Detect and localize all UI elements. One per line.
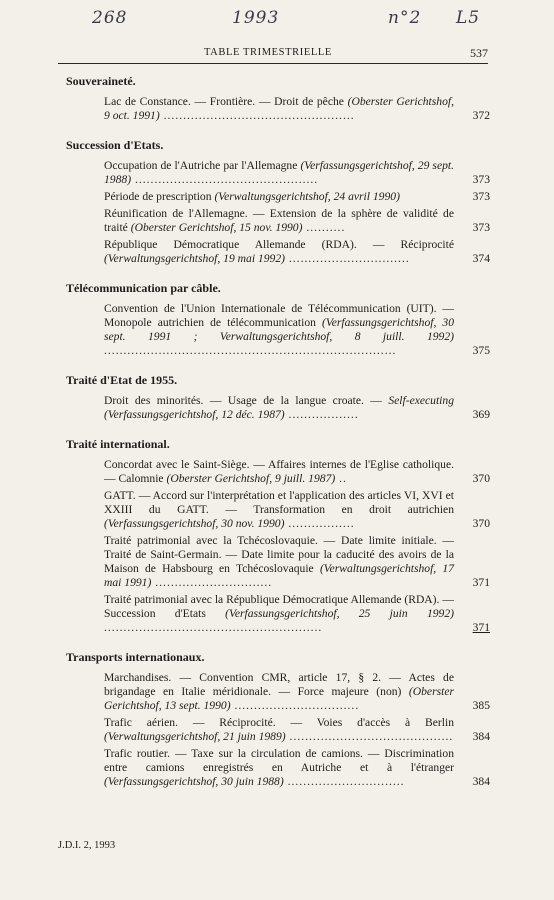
index-entry xyxy=(66,534,490,590)
entry-text xyxy=(104,534,454,590)
entry-description: Occupation de l'Autriche par l'Allemagne xyxy=(104,159,298,172)
entry-page-number: 373 xyxy=(472,173,490,186)
entry-citation: (Oberster Gerichtshof, 9 oct. 1991) xyxy=(104,95,454,122)
entry-page-number: 371 xyxy=(472,621,490,634)
index-entry xyxy=(66,159,490,187)
index-entry xyxy=(66,238,490,266)
entry-text xyxy=(104,302,454,358)
entry-citation: (Verwaltungsgerichtshof, 24 avril 1990) xyxy=(214,190,400,203)
dot-leader: .. xyxy=(335,472,347,485)
header-title: TABLE TRIMESTRIELLE xyxy=(204,47,332,58)
entry-text xyxy=(104,716,454,744)
dot-leader: .......................................... xyxy=(285,730,454,743)
entry-page-number: 374 xyxy=(472,252,490,265)
index-section xyxy=(66,138,490,266)
entry-text xyxy=(104,671,454,713)
entry-description: Traité patrimonial avec la Tchécoslovaquie. — Date limite initiale. — Traité de Saint-Germain. — Date limite pour la caducité des avoirs de la Maison de Habsbourg en Tchécoslovaquie xyxy=(104,534,454,575)
index-section xyxy=(66,373,490,422)
entry-description: Marchandises. — Convention CMR, article 17, § 2. — Actes de brigandage en Italie méridionale. — Force majeure (non) xyxy=(104,671,454,698)
index-entry xyxy=(66,747,490,789)
running-header xyxy=(58,46,488,64)
handwritten-note-year: 1993 xyxy=(232,8,280,28)
entry-text xyxy=(104,159,454,187)
index-entry xyxy=(66,458,490,486)
entry-text xyxy=(104,747,454,789)
footer-citation: J.D.I. 2, 1993 xyxy=(58,840,116,851)
section-title: Transports internationaux. xyxy=(66,650,205,664)
entry-citation: (Verwaltungsgerichtshof, 19 mai 1992) xyxy=(104,252,285,265)
handwritten-note-initials: L5 xyxy=(456,8,481,28)
entry-text xyxy=(104,593,454,635)
entry-page-number: 373 xyxy=(472,190,490,203)
handwritten-note-left: 268 xyxy=(92,8,128,28)
entry-description: Trafic aérien. — Réciprocité. — Voies d'accès à Berlin xyxy=(104,716,454,729)
entry-description: Concordat avec le Saint-Siège. — Affaires internes de l'Eglise catholique. — Calomnie xyxy=(104,458,454,485)
handwritten-note-number: n°2 xyxy=(388,8,422,28)
index-entry xyxy=(66,207,490,235)
entry-description: Lac de Constance. — Frontière. — Droit de pêche xyxy=(104,95,344,108)
entry-description: Période de prescription xyxy=(104,190,212,203)
dot-leader: .............................. xyxy=(151,576,273,589)
section-title: Souveraineté. xyxy=(66,74,136,88)
section-title: Télécommunication par câble. xyxy=(66,281,221,295)
index-entry xyxy=(66,489,490,531)
entry-page-number: 369 xyxy=(472,408,490,421)
dot-leader: ............................... xyxy=(284,252,410,265)
section-title: Succession d'Etats. xyxy=(66,138,164,152)
entry-text xyxy=(104,95,454,123)
dot-leader: ................................................. xyxy=(159,109,355,122)
entry-text xyxy=(104,207,454,235)
entry-description: Trafic routier. — Taxe sur la circulation de camions. — Discrimination entre camions enregistrés en Autriche et à l'étranger xyxy=(104,747,454,774)
entry-citation: (Verfassungsgerichtshof, 30 juin 1988) xyxy=(104,775,284,788)
index-entry xyxy=(66,302,490,358)
entry-page-number: 384 xyxy=(472,775,490,788)
entry-citation: (Verfassungsgerichtshof, 29 sept. 1988) xyxy=(104,159,455,186)
section-title: Traité international. xyxy=(66,437,170,451)
entry-description: Convention de l'Union Internationale de Télécommunication (UIT). — Monopole autrichien de télécommunication xyxy=(104,302,454,329)
entry-description: République Démocratique Allemande (RDA). — Réciprocité xyxy=(104,238,454,251)
index-entry xyxy=(66,593,490,635)
dot-leader: ........................................................................... xyxy=(104,344,397,357)
dot-leader: ............................................... xyxy=(131,173,319,186)
entry-citation: (Verwaltungsgerichtshof, 21 juin 1989) xyxy=(104,730,286,743)
index-entry xyxy=(66,671,490,713)
entry-text xyxy=(104,489,454,531)
entry-page-number: 373 xyxy=(472,221,490,234)
index-entry xyxy=(66,716,490,744)
entry-text xyxy=(104,238,454,266)
entry-citation: Self-executing (Verfassungsgerichtshof, 12 déc. 1987) xyxy=(104,394,454,421)
entry-text xyxy=(104,458,454,486)
entry-page-number: 370 xyxy=(472,517,490,530)
index-entry xyxy=(66,95,490,123)
entry-page-number: 384 xyxy=(472,730,490,743)
entry-citation: (Oberster Gerichtshof, 15 nov. 1990) xyxy=(130,221,303,234)
entry-page-number: 370 xyxy=(472,472,490,485)
entry-page-number: 371 xyxy=(472,576,490,589)
entry-page-number: 375 xyxy=(472,344,490,357)
entry-description: Réunification de l'Allemagne. — Extension de la sphère de validité de traité xyxy=(104,207,454,234)
entry-page-number: 385 xyxy=(472,699,490,712)
index-entry xyxy=(66,190,490,204)
entry-page-number: 372 xyxy=(472,109,490,122)
entry-citation: (Oberster Gerichtshof, 9 juill. 1987) xyxy=(166,472,336,485)
index-section xyxy=(66,650,490,789)
index-entry xyxy=(66,394,490,422)
dot-leader: .............................. xyxy=(283,775,405,788)
page-number: 537 xyxy=(470,46,488,60)
dot-leader: .......... xyxy=(302,221,346,234)
entry-citation: (Oberster Gerichtshof, 13 sept. 1990) xyxy=(104,685,454,712)
entry-citation: (Verwaltungsgerichtshof, 17 mai 1991) xyxy=(104,562,454,589)
dot-leader: ........................................................ xyxy=(104,621,323,634)
entry-citation: (Verfassungsgerichtshof, 25 juin 1992) xyxy=(225,607,454,620)
index-section xyxy=(66,74,490,123)
header-rule xyxy=(58,63,488,64)
section-title: Traité d'Etat de 1955. xyxy=(66,373,178,387)
dot-leader: .................. xyxy=(284,408,359,421)
entry-description: GATT. — Accord sur l'interprétation et l'application des articles VI, XVI et XXIII du GATT. — Transformation en droit autrichien xyxy=(104,489,454,516)
entry-citation: (Verfassungsgerichtshof, 30 nov. 1990) xyxy=(104,517,285,530)
entry-text xyxy=(104,394,454,422)
entry-text xyxy=(104,190,454,204)
dot-leader: ................................ xyxy=(230,699,360,712)
index-section xyxy=(66,437,490,635)
entry-description: Traité patrimonial avec la République Démocratique Allemande (RDA). — Succession d'Etats xyxy=(104,593,454,620)
dot-leader: ................. xyxy=(284,517,355,530)
entry-citation: (Verfassungsgerichtshof, 30 sept. 1991 ; Verwaltungsgerichtshof, 8 juill. 1992) xyxy=(104,316,454,343)
index-section xyxy=(66,281,490,358)
index-content xyxy=(66,74,490,804)
entry-description: Droit des minorités. — Usage de la langue croate. — xyxy=(104,394,382,407)
